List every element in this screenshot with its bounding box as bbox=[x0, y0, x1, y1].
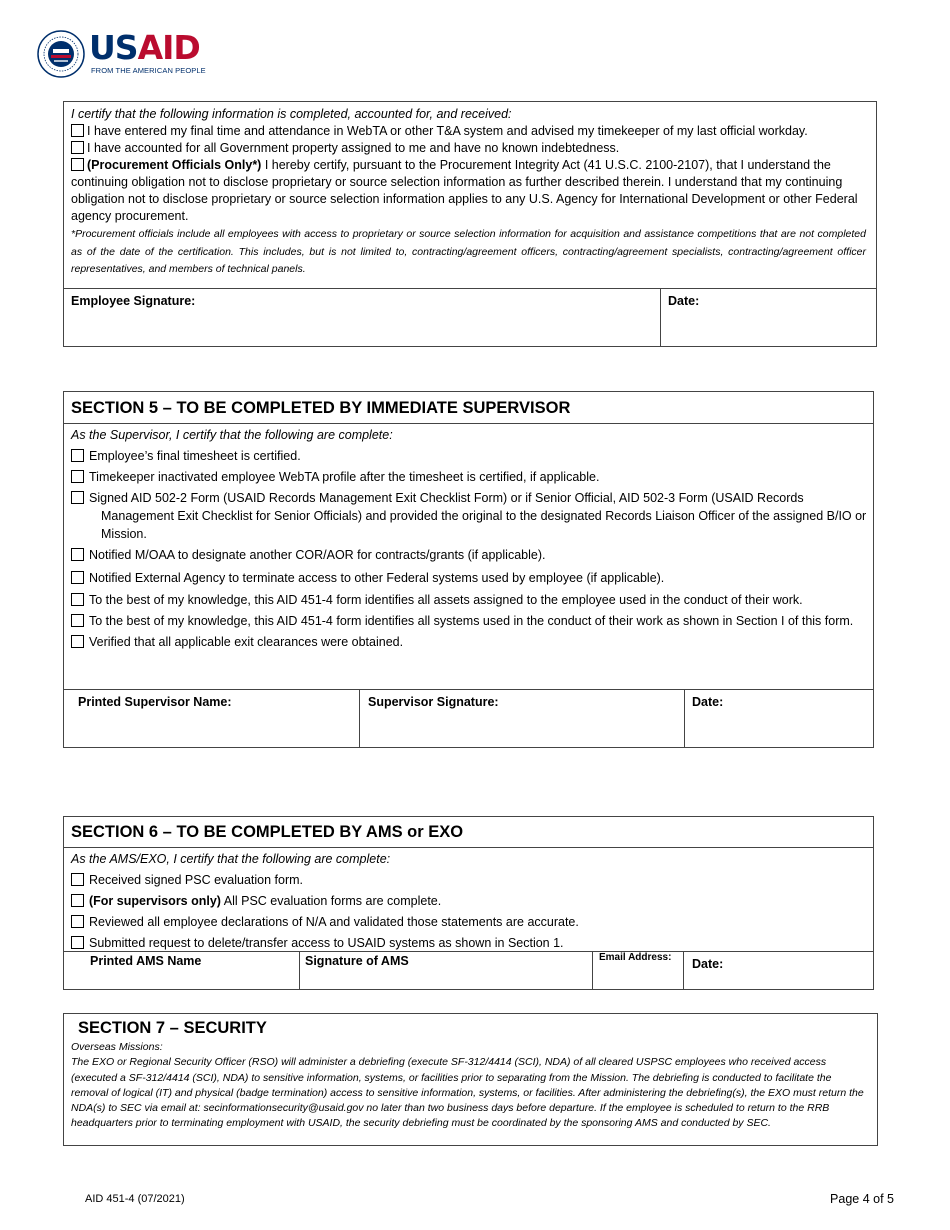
section-6-intro: As the AMS/EXO, I certify that the following are complete: bbox=[71, 852, 391, 866]
section-7-body: The EXO or Regional Security Officer (RSO) will administer a debriefing (execute SF-312/4414 (SCI), NDA) of all cleared USPSC employees who received access (executed a SF-312/4414 (SCI), NDA) to sensitive information, systems, or facilities prior to separating from the Mission. The debriefing is conducted to facilitate the removal of logical (IT) and physical (badge termination) access to sensitive information, systems, or facilities. After administering the debriefing(s), the EXO must return the NDA(s) to SEC via email at: secinformationsecurity@usaid.gov no later than two business days before departure. If the employee is scheduled to return to the RRB headquarters prior to terminating employment with USAID, the security debriefing must be coordinated by the sponsoring AMS and conducted by SEC. bbox=[71, 1056, 864, 1130]
section-6-item bbox=[71, 913, 867, 931]
certify-item-2-text: I have accounted for all Government property assigned to me and have no known indebtedness. bbox=[87, 141, 620, 155]
checkbox[interactable] bbox=[71, 894, 84, 907]
section-5-item-text: Employee’s final timesheet is certified. bbox=[89, 449, 301, 463]
section-5-item bbox=[71, 612, 867, 630]
supervisor-signature-field[interactable] bbox=[366, 712, 676, 742]
supervisor-signature-label: Supervisor Signature: bbox=[368, 695, 499, 709]
checkbox[interactable] bbox=[71, 614, 84, 627]
logo-tagline: FROM THE AMERICAN PEOPLE bbox=[91, 66, 206, 75]
section-6-item-text: All PSC evaluation forms are complete. bbox=[220, 894, 442, 908]
section-5-item-text: Notified External Agency to terminate access to other Federal systems used by employee (if applicable). bbox=[89, 571, 665, 585]
page-number: Page 4 of 5 bbox=[830, 1192, 894, 1206]
section-7-title: SECTION 7 – SECURITY bbox=[78, 1019, 267, 1037]
section-5-item bbox=[71, 489, 867, 543]
supervisor-date-label: Date: bbox=[692, 695, 724, 709]
section-6-item-bold: (For supervisors only) bbox=[89, 894, 221, 908]
ams-date-field[interactable] bbox=[691, 973, 866, 989]
checkbox[interactable] bbox=[71, 873, 84, 886]
certify-intro: I certify that the following information is completed, accounted for, and received: bbox=[71, 107, 512, 121]
certification-box bbox=[63, 101, 877, 347]
employee-date-field[interactable] bbox=[668, 312, 868, 342]
checkbox[interactable] bbox=[71, 124, 84, 137]
employee-signature-field[interactable] bbox=[72, 312, 652, 342]
section-6-item bbox=[71, 934, 867, 952]
checkbox[interactable] bbox=[71, 449, 84, 462]
section-5-title: SECTION 5 – TO BE COMPLETED BY IMMEDIATE SUPERVISOR bbox=[71, 399, 571, 417]
section-7-subtitle: Overseas Missions: bbox=[71, 1041, 163, 1053]
checkbox[interactable] bbox=[71, 936, 84, 949]
section-6-item-text: Received signed PSC evaluation form. bbox=[89, 873, 304, 887]
printed-supervisor-name-field[interactable] bbox=[72, 712, 352, 742]
supervisor-date-field[interactable] bbox=[691, 712, 866, 742]
logo-word-us: US bbox=[89, 28, 138, 67]
printed-supervisor-name-label: Printed Supervisor Name: bbox=[78, 695, 232, 709]
checkbox[interactable] bbox=[71, 491, 84, 504]
section-6-item bbox=[71, 892, 867, 910]
checkbox[interactable] bbox=[71, 593, 84, 606]
checkbox[interactable] bbox=[71, 141, 84, 154]
section-5-item bbox=[71, 591, 867, 609]
section-5-intro: As the Supervisor, I certify that the following are complete: bbox=[71, 428, 393, 442]
ams-date-label: Date: bbox=[692, 957, 724, 971]
checkbox[interactable] bbox=[71, 158, 84, 171]
section-6 bbox=[63, 816, 874, 990]
certify-item-3-text: I hereby certify, pursuant to the Procurement Integrity Act (41 U.S.C. 2100-2107), that I understand the continuing obligation not to disclose proprietary or source selection information as further described therein. I understand that my continuing obligation not to disclose proprietary or source selection information applies to any U.S. Agency for International Development or other Federal agency procurement. bbox=[71, 158, 858, 223]
procurement-footnote: *Procurement officials include all employees with access to proprietary or source selection information for acquisition and assistance competitions that are not completed as of the date of the certification. This includes, but is not limited to, contracting/agreement officers, contracting/agreement specialists, contracting/agreement officer representatives, and members of technical panels. bbox=[71, 228, 866, 275]
checkbox[interactable] bbox=[71, 470, 84, 483]
email-address-field[interactable] bbox=[599, 967, 679, 987]
section-5 bbox=[63, 391, 874, 748]
certify-item-3 bbox=[71, 157, 866, 225]
section-5-item bbox=[71, 468, 867, 486]
certify-item-1-text: I have entered my final time and attendance in WebTA or other T&A system and advised my timekeeper of my last official workday. bbox=[87, 124, 808, 138]
logo-word-aid: AID bbox=[137, 28, 200, 67]
employee-date-label: Date: bbox=[668, 294, 700, 308]
usaid-seal-icon bbox=[37, 30, 85, 78]
section-5-item-text: Signed AID 502-2 Form (USAID Records Management Exit Checklist Form) or if Senior Official, AID 502-3 Form (USAID Records Management Exit Checklist for Senior Officials) and provided the original to the designated Records Liaison Officer of the assigned B/IO or Mission. bbox=[89, 491, 867, 541]
checkbox[interactable] bbox=[71, 915, 84, 928]
checkbox[interactable] bbox=[71, 548, 84, 561]
section-5-item bbox=[71, 546, 867, 564]
section-6-item-text: Reviewed all employee declarations of N/A and validated those statements are accurate. bbox=[89, 915, 579, 929]
usaid-logo bbox=[37, 28, 207, 82]
employee-signature-label: Employee Signature: bbox=[71, 294, 196, 308]
section-5-item-text: Timekeeper inactivated employee WebTA profile after the timesheet is certified, if applicable. bbox=[89, 470, 600, 484]
section-5-item-text: To the best of my knowledge, this AID 451-4 form identifies all systems used in the conduct of their work as shown in Section I of this form. bbox=[89, 614, 854, 628]
section-5-item bbox=[71, 569, 867, 587]
printed-ams-name-label: Printed AMS Name bbox=[90, 954, 202, 968]
section-5-item bbox=[71, 447, 867, 465]
checkbox[interactable] bbox=[71, 571, 84, 584]
printed-ams-name-field[interactable] bbox=[72, 970, 292, 988]
section-5-item-text: Verified that all applicable exit clearances were obtained. bbox=[89, 635, 404, 649]
certify-item-1 bbox=[71, 123, 866, 140]
section-6-item bbox=[71, 871, 867, 889]
certify-item-2 bbox=[71, 140, 866, 157]
certify-item-3-bold: (Procurement Officials Only*) bbox=[87, 158, 262, 172]
section-5-item bbox=[71, 633, 867, 651]
form-id: AID 451-4 (07/2021) bbox=[85, 1193, 185, 1205]
checkbox[interactable] bbox=[71, 635, 84, 648]
section-6-title: SECTION 6 – TO BE COMPLETED BY AMS or EXO bbox=[71, 823, 464, 841]
section-5-item-text: To the best of my knowledge, this AID 451-4 form identifies all assets assigned to the employee used in the conduct of their work. bbox=[89, 593, 803, 607]
email-address-label: Email Address: bbox=[599, 952, 672, 963]
section-6-item-text: Submitted request to delete/transfer access to USAID systems as shown in Section 1. bbox=[89, 936, 564, 950]
ams-signature-field[interactable] bbox=[306, 970, 586, 988]
section-5-item-text: Notified M/OAA to designate another COR/AOR for contracts/grants (if applicable). bbox=[89, 548, 546, 562]
ams-signature-label: Signature of AMS bbox=[305, 954, 409, 968]
section-7 bbox=[63, 1013, 878, 1146]
